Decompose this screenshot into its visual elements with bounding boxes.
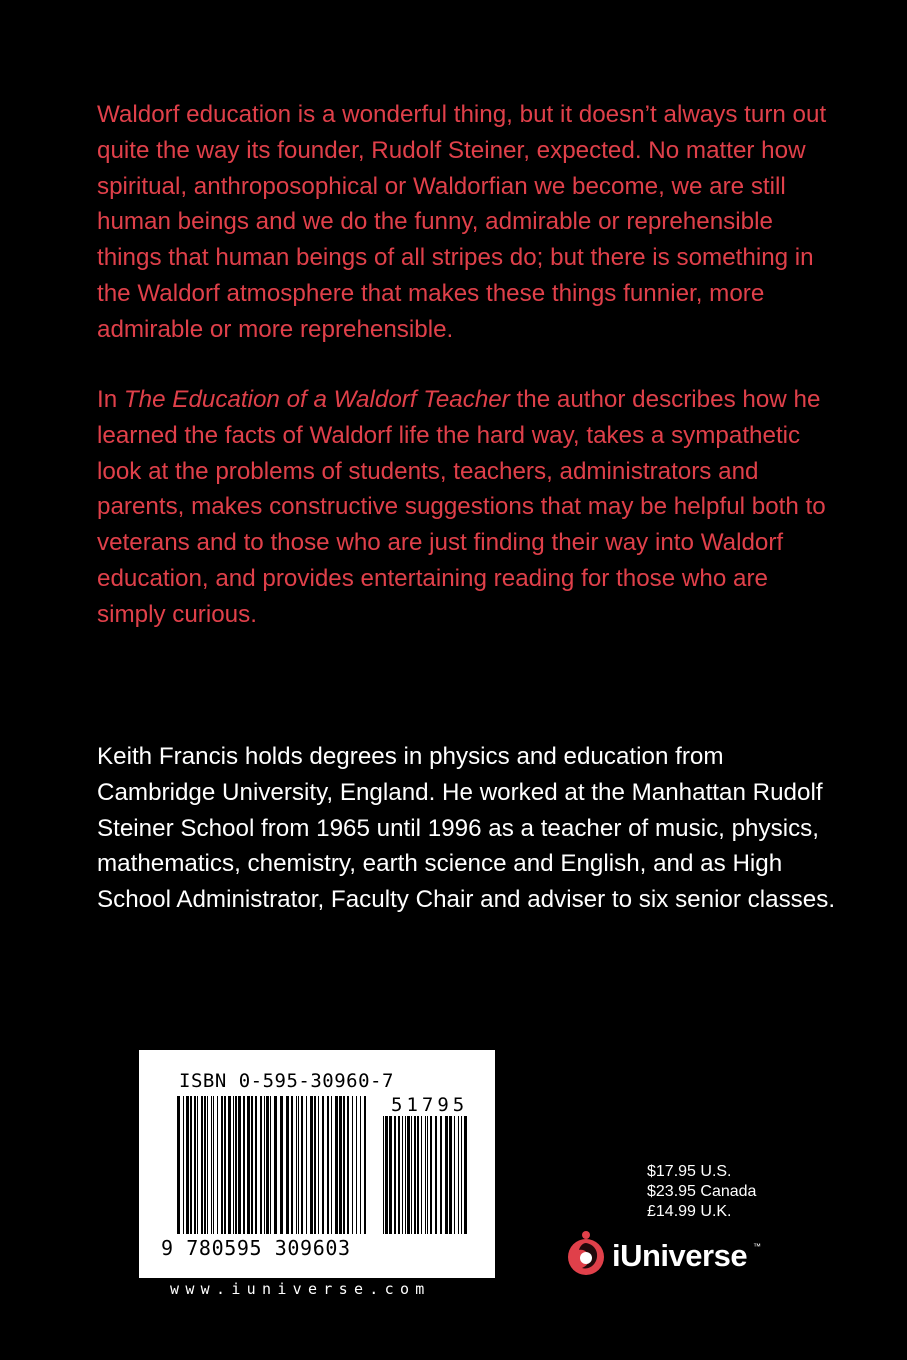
blurb-rest: the author describes how he learned the facts of Waldorf life the hard way, takes a sympathetic look at the problems of students, teachers, administrators and parents, makes constructive suggestions that may be helpful both to veterans and to those who are just finding their way into Waldorf education, and provides entertaining reading for those who are simply curious. bbox=[97, 386, 826, 628]
isbn-barcode bbox=[139, 1050, 495, 1278]
iuniverse-swirl-icon bbox=[565, 1230, 607, 1278]
blurb-paragraph-1: Waldorf education is a wonderful thing, but it doesn’t always turn out quite the way its founder, Rudolf Steiner, expected. No matter how spiritual, anthroposophical or Waldorfian we become, we are still human beings and we do the funny, admirable or reprehensible things that human beings of all stripes do; but there is something in the Waldorf atmosphere that makes these things funnier, more admirable or more reprehensible. bbox=[97, 101, 827, 343]
blurb-paragraph-2 bbox=[97, 382, 837, 633]
price-us: $17.95 U.S. bbox=[647, 1163, 732, 1180]
website-url: www.iuniverse.com bbox=[170, 1280, 431, 1298]
trademark-mark: ™ bbox=[753, 1242, 761, 1251]
isbn-label: ISBN 0-595-30960-7 bbox=[179, 1070, 394, 1092]
author-bio: Keith Francis holds degrees in physics and education from Cambridge University, England. He worked at the Manhattan Rudolf Steiner School from 1965 until 1996 as a teacher of music, physics, mathematics, chemistry, earth science and English, and as High School Administrator, Faculty Chair and adviser to six senior classes. bbox=[97, 743, 836, 914]
ean-barcode-bars bbox=[175, 1096, 371, 1234]
publisher-logo-text: iUniverse bbox=[612, 1238, 748, 1273]
addon-barcode-bars bbox=[381, 1116, 471, 1234]
price-addon-digits: 51795 bbox=[391, 1094, 469, 1116]
book-title: The Education of a Waldorf Teacher bbox=[123, 386, 510, 413]
price-canada: $23.95 Canada bbox=[647, 1183, 757, 1200]
blurb-lead: In bbox=[97, 386, 124, 413]
ean-digits: 9 780595 309603 bbox=[161, 1236, 351, 1260]
price-uk: £14.99 U.K. bbox=[647, 1203, 732, 1220]
price-list bbox=[647, 1162, 756, 1222]
